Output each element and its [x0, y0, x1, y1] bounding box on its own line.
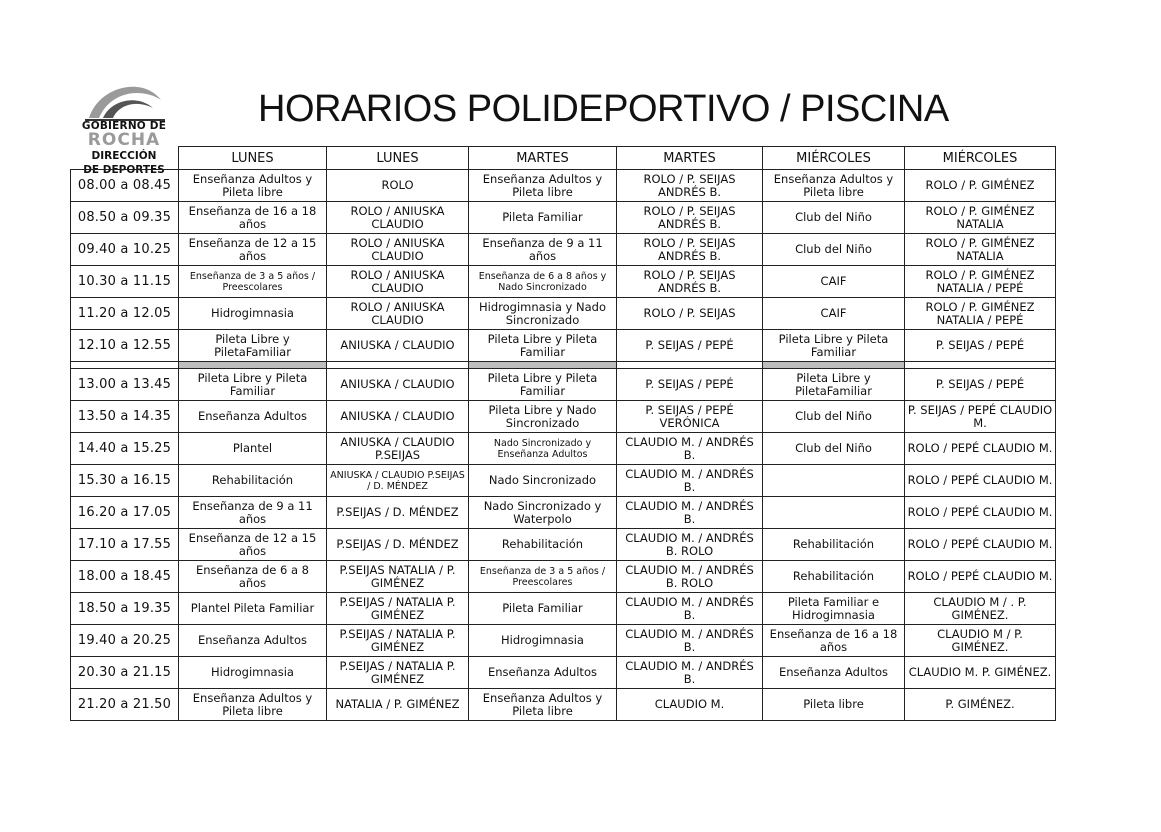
table-row	[71, 561, 1056, 593]
activity-cell: Nado Sincronizado y Enseñanza Adultos	[469, 433, 617, 465]
activity-cell: Club del Niño	[763, 433, 905, 465]
day-header: MARTES	[469, 147, 617, 170]
staff-cell: CLAUDIO M. / ANDRÉS B.	[617, 657, 763, 689]
staff-cell: CLAUDIO M. P. GIMÉNEZ.	[905, 657, 1056, 689]
table-row	[71, 170, 1056, 202]
activity-cell: Enseñanza Adultos	[763, 657, 905, 689]
staff-cell: ANIUSKA / CLAUDIO	[327, 401, 469, 433]
staff-cell: CLAUDIO M / P. GIMÉNEZ.	[905, 625, 1056, 657]
day-header: MARTES	[617, 147, 763, 170]
day-header: MIÉRCOLES	[763, 147, 905, 170]
separator-cell	[905, 362, 1056, 369]
activity-cell: Pileta Familiar e Hidrogimnasia	[763, 593, 905, 625]
staff-cell: ROLO / P. GIMÉNEZ NATALIA	[905, 202, 1056, 234]
time-slot: 08.00 a 08.45	[71, 170, 179, 202]
staff-cell: ROLO / PEPÉ CLAUDIO M.	[905, 465, 1056, 497]
table-row	[71, 689, 1056, 721]
activity-cell: Plantel Pileta Familiar	[179, 593, 327, 625]
staff-cell: ANIUSKA / CLAUDIO	[327, 330, 469, 362]
staff-cell: P. SEIJAS / PEPÉ	[905, 369, 1056, 401]
activity-cell	[763, 465, 905, 497]
staff-cell: ROLO / P. SEIJAS ANDRÉS B.	[617, 234, 763, 266]
staff-cell: NATALIA / P. GIMÉNEZ	[327, 689, 469, 721]
staff-cell: P. SEIJAS / PEPÉ	[617, 330, 763, 362]
activity-cell: Hidrogimnasia	[179, 298, 327, 330]
table-row	[71, 657, 1056, 689]
activity-cell: Pileta Libre y Pileta Familiar	[179, 369, 327, 401]
activity-cell: Hidrogimnasia	[179, 657, 327, 689]
time-slot: 09.40 a 10.25	[71, 234, 179, 266]
staff-cell: ROLO / ANIUSKA CLAUDIO	[327, 202, 469, 234]
staff-cell: P. SEIJAS / PEPÉ CLAUDIO M.	[905, 401, 1056, 433]
staff-cell: P.SEIJAS / NATALIA P. GIMÉNEZ	[327, 657, 469, 689]
table-row	[71, 330, 1056, 362]
activity-cell: Enseñanza de 6 a 8 años y Nado Sincronizado	[469, 266, 617, 298]
time-slot: 14.40 a 15.25	[71, 433, 179, 465]
table-row	[71, 234, 1056, 266]
staff-cell: P. GIMÉNEZ.	[905, 689, 1056, 721]
table-row	[71, 433, 1056, 465]
staff-cell: ROLO / P. GIMÉNEZ	[905, 170, 1056, 202]
activity-cell: Pileta Libre y Pileta Familiar	[469, 369, 617, 401]
staff-cell: P.SEIJAS NATALIA / P. GIMÉNEZ	[327, 561, 469, 593]
activity-cell: Enseñanza Adultos y Pileta libre	[469, 170, 617, 202]
activity-cell: Club del Niño	[763, 234, 905, 266]
staff-cell: ANIUSKA / CLAUDIO P.SEIJAS	[327, 433, 469, 465]
activity-cell: Pileta Familiar	[469, 593, 617, 625]
activity-cell: Enseñanza Adultos	[179, 625, 327, 657]
time-slot: 17.10 a 17.55	[71, 529, 179, 561]
activity-cell: Pileta Libre y PiletaFamiliar	[763, 369, 905, 401]
activity-cell: Enseñanza de 16 a 18 años	[179, 202, 327, 234]
activity-cell: Pileta Familiar	[469, 202, 617, 234]
activity-cell: Enseñanza de 3 a 5 años / Preescolares	[469, 561, 617, 593]
activity-cell: Enseñanza de 12 a 15 años	[179, 529, 327, 561]
day-header: MIÉRCOLES	[905, 147, 1056, 170]
activity-cell: Nado Sincronizado	[469, 465, 617, 497]
time-slot: 19.40 a 20.25	[71, 625, 179, 657]
activity-cell: Enseñanza Adultos y Pileta libre	[179, 170, 327, 202]
staff-cell: ROLO / P. SEIJAS	[617, 298, 763, 330]
time-slot: 18.00 a 18.45	[71, 561, 179, 593]
activity-cell: Enseñanza Adultos	[179, 401, 327, 433]
staff-cell: ANIUSKA / CLAUDIO	[327, 369, 469, 401]
staff-cell: CLAUDIO M / . P. GIMÉNEZ.	[905, 593, 1056, 625]
table-row	[71, 529, 1056, 561]
logo-line-4: DE DEPORTES	[83, 164, 165, 176]
activity-cell: Club del Niño	[763, 401, 905, 433]
time-slot: 21.20 a 21.50	[71, 689, 179, 721]
activity-cell: Enseñanza de 9 a 11 años	[179, 497, 327, 529]
logo-line-1: GOBIERNO DE	[81, 120, 167, 132]
separator-cell	[327, 362, 469, 369]
staff-cell: P.SEIJAS / NATALIA P. GIMÉNEZ	[327, 593, 469, 625]
activity-cell: Nado Sincronizado y Waterpolo	[469, 497, 617, 529]
staff-cell: ROLO / ANIUSKA CLAUDIO	[327, 298, 469, 330]
table-row	[71, 298, 1056, 330]
staff-cell: ROLO / PEPÉ CLAUDIO M.	[905, 497, 1056, 529]
time-slot: 12.10 a 12.55	[71, 330, 179, 362]
activity-cell: Enseñanza Adultos y Pileta libre	[469, 689, 617, 721]
staff-cell: ROLO / PEPÉ CLAUDIO M.	[905, 433, 1056, 465]
activity-cell: Enseñanza de 12 a 15 años	[179, 234, 327, 266]
staff-cell: ANIUSKA / CLAUDIO P.SEIJAS / D. MÉNDEZ	[327, 465, 469, 497]
staff-cell: P. SEIJAS / PEPÉ	[905, 330, 1056, 362]
activity-cell: Hidrogimnasia y Nado Sincronizado	[469, 298, 617, 330]
activity-cell: CAIF	[763, 298, 905, 330]
separator-cell	[179, 362, 327, 369]
activity-cell: Enseñanza de 16 a 18 años	[763, 625, 905, 657]
wave-emblem-icon	[81, 78, 167, 122]
staff-cell: CLAUDIO M. / ANDRÉS B.	[617, 465, 763, 497]
logo-line-3: DIRECCIÓN	[91, 150, 157, 162]
staff-cell: P.SEIJAS / D. MÉNDEZ	[327, 497, 469, 529]
table-row	[71, 202, 1056, 234]
staff-cell: CLAUDIO M. / ANDRÉS B.	[617, 625, 763, 657]
time-slot: 15.30 a 16.15	[71, 465, 179, 497]
activity-cell: CAIF	[763, 266, 905, 298]
activity-cell: Pileta Libre y PiletaFamiliar	[179, 330, 327, 362]
separator-cell	[71, 362, 179, 369]
activity-cell: Pileta Libre y Pileta Familiar	[763, 330, 905, 362]
activity-cell: Pileta Libre y Pileta Familiar	[469, 330, 617, 362]
staff-cell: P.SEIJAS / D. MÉNDEZ	[327, 529, 469, 561]
staff-cell: CLAUDIO M. / ANDRÉS B. ROLO	[617, 529, 763, 561]
staff-cell: ROLO / P. GIMÉNEZ NATALIA / PEPÉ	[905, 266, 1056, 298]
staff-cell: P. SEIJAS / PEPÉ VERÓNICA	[617, 401, 763, 433]
separator-cell	[763, 362, 905, 369]
staff-cell: ROLO	[327, 170, 469, 202]
table-row	[71, 497, 1056, 529]
staff-cell: CLAUDIO M. / ANDRÉS B.	[617, 497, 763, 529]
activity-cell: Rehabilitación	[763, 529, 905, 561]
staff-cell: ROLO / ANIUSKA CLAUDIO	[327, 234, 469, 266]
staff-cell: ROLO / P. SEIJAS ANDRÉS B.	[617, 266, 763, 298]
activity-cell: Rehabilitación	[179, 465, 327, 497]
staff-cell: CLAUDIO M. / ANDRÉS B. ROLO	[617, 561, 763, 593]
separator-cell	[617, 362, 763, 369]
activity-cell: Plantel	[179, 433, 327, 465]
day-header: LUNES	[327, 147, 469, 170]
staff-cell: ROLO / P. GIMÉNEZ NATALIA	[905, 234, 1056, 266]
staff-cell: P. SEIJAS / PEPÉ	[617, 369, 763, 401]
staff-cell: P.SEIJAS / NATALIA P. GIMÉNEZ	[327, 625, 469, 657]
staff-cell: CLAUDIO M. / ANDRÉS B.	[617, 593, 763, 625]
break-separator	[71, 362, 1056, 369]
staff-cell: CLAUDIO M.	[617, 689, 763, 721]
activity-cell: Enseñanza de 6 a 8 años	[179, 561, 327, 593]
time-slot: 20.30 a 21.15	[71, 657, 179, 689]
table-row	[71, 401, 1056, 433]
table-row	[71, 625, 1056, 657]
activity-cell: Rehabilitación	[763, 561, 905, 593]
schedule-table	[70, 146, 1056, 721]
table-row	[71, 369, 1056, 401]
page-title: HORARIOS POLIDEPORTIVO / PISCINA	[258, 88, 949, 130]
staff-cell: ROLO / P. SEIJAS ANDRÉS B.	[617, 170, 763, 202]
time-slot: 11.20 a 12.05	[71, 298, 179, 330]
header-corner	[71, 147, 179, 170]
logo-line-2: ROCHA	[87, 130, 161, 150]
time-slot: 18.50 a 19.35	[71, 593, 179, 625]
activity-cell: Enseñanza de 3 a 5 años / Preescolares	[179, 266, 327, 298]
table-row	[71, 465, 1056, 497]
activity-cell: Enseñanza Adultos y Pileta libre	[179, 689, 327, 721]
staff-cell: ROLO / PEPÉ CLAUDIO M.	[905, 529, 1056, 561]
staff-cell: ROLO / ANIUSKA CLAUDIO	[327, 266, 469, 298]
separator-cell	[469, 362, 617, 369]
staff-cell: CLAUDIO M. / ANDRÉS B.	[617, 433, 763, 465]
table-row	[71, 266, 1056, 298]
activity-cell: Enseñanza Adultos	[469, 657, 617, 689]
activity-cell: Rehabilitación	[469, 529, 617, 561]
activity-cell: Pileta Libre y Nado Sincronizado	[469, 401, 617, 433]
activity-cell	[763, 497, 905, 529]
staff-cell: ROLO / P. GIMÉNEZ NATALIA / PEPÉ	[905, 298, 1056, 330]
activity-cell: Hidrogimnasia	[469, 625, 617, 657]
activity-cell: Pileta libre	[763, 689, 905, 721]
time-slot: 13.50 a 14.35	[71, 401, 179, 433]
header-row	[71, 147, 1056, 170]
activity-cell: Enseñanza Adultos y Pileta libre	[763, 170, 905, 202]
staff-cell: ROLO / PEPÉ CLAUDIO M.	[905, 561, 1056, 593]
time-slot: 08.50 a 09.35	[71, 202, 179, 234]
staff-cell: ROLO / P. SEIJAS ANDRÉS B.	[617, 202, 763, 234]
time-slot: 13.00 a 13.45	[71, 369, 179, 401]
time-slot: 16.20 a 17.05	[71, 497, 179, 529]
activity-cell: Enseñanza de 9 a 11 años	[469, 234, 617, 266]
time-slot: 10.30 a 11.15	[71, 266, 179, 298]
activity-cell: Club del Niño	[763, 202, 905, 234]
day-header: LUNES	[179, 147, 327, 170]
table-row	[71, 593, 1056, 625]
